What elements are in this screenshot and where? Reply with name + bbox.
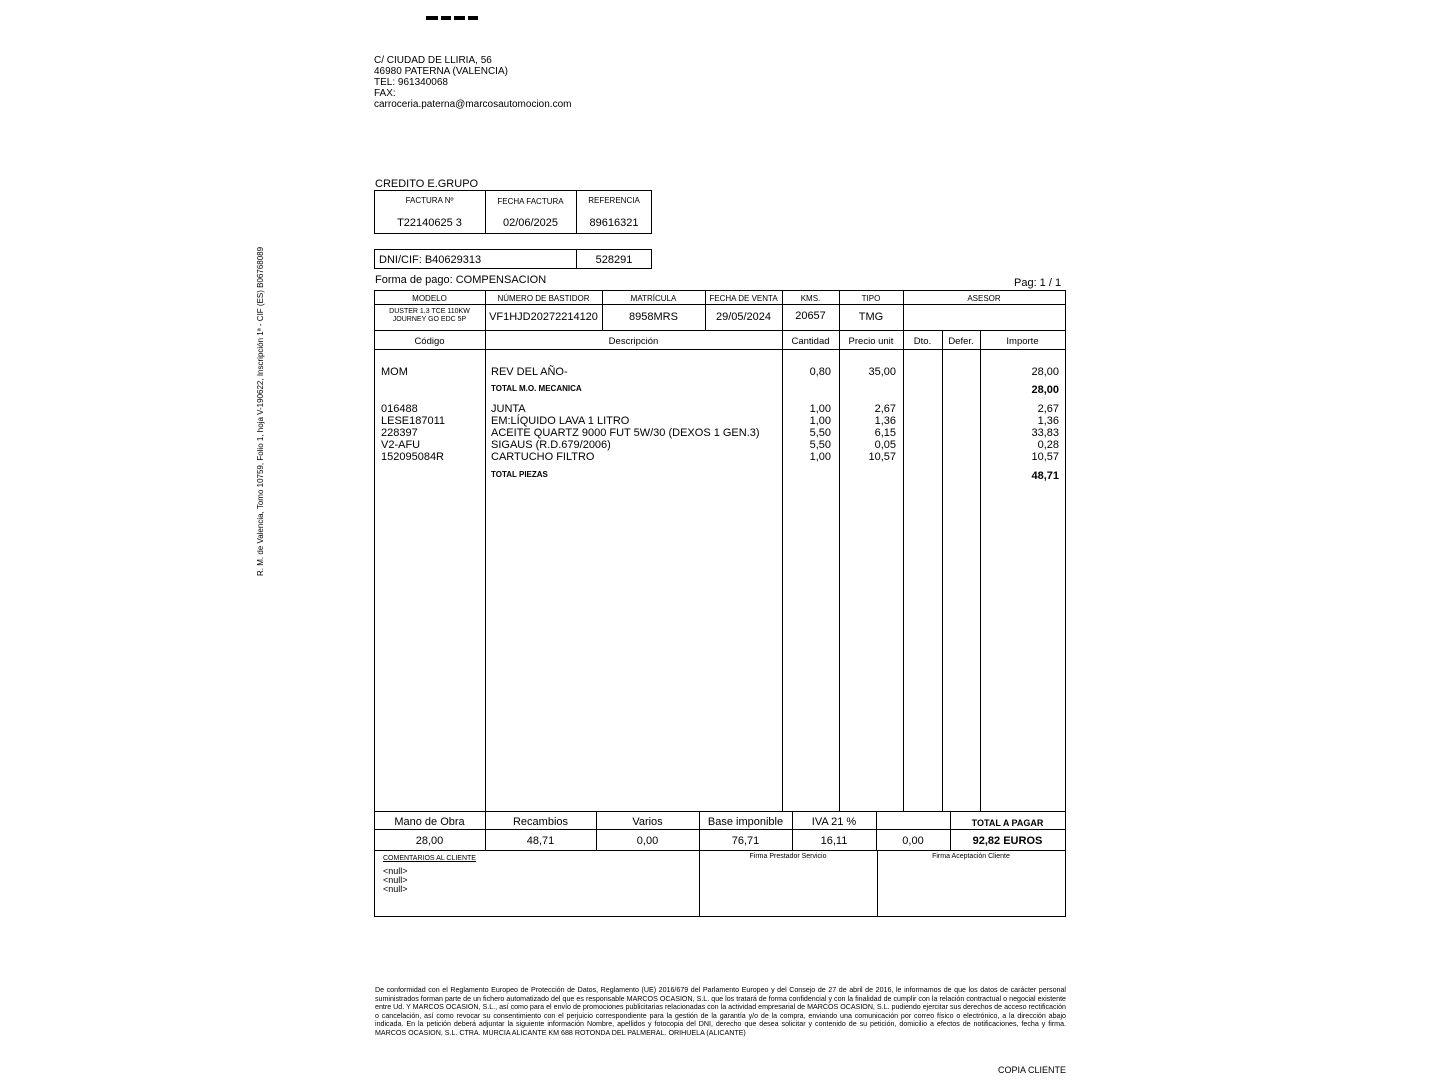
line-code: MOM — [381, 366, 408, 378]
company-logo-fragment — [426, 16, 492, 20]
totals-label-parts: Recambios — [512, 816, 569, 828]
parts-total-label: TOTAL PIEZAS — [491, 470, 548, 479]
totals-value-tax-base: 76,71 — [731, 835, 760, 847]
payment-method: Forma de pago: COMPENSACION — [375, 274, 547, 286]
comment-line: <null> — [383, 884, 408, 894]
line-amount: 33,83 — [1031, 427, 1059, 439]
line-quantity: 1,00 — [809, 415, 831, 427]
vehicle-vin: VF1HJD20272214120 — [489, 311, 598, 323]
col-header-amount: Importe — [1006, 336, 1039, 347]
comment-line: <null> — [383, 875, 408, 885]
line-quantity: 1,00 — [809, 403, 831, 415]
line-amount: 10,57 — [1031, 451, 1059, 463]
invoice-reference: 89616321 — [589, 217, 639, 229]
vehicle-header-sale-date: FECHA DE VENTA — [709, 294, 778, 303]
line-code: 152095084R — [381, 451, 445, 463]
line-unit-price: 35,00 — [868, 366, 896, 378]
line-code: V2-AFU — [381, 439, 421, 451]
totals-value-total: 92,82 EUROS — [972, 835, 1043, 847]
line-code: 228397 — [381, 427, 418, 439]
line-description: EM:LÍQUIDO LAVA 1 LITRO — [491, 415, 630, 427]
copy-label: COPIA CLIENTE — [998, 1065, 1067, 1075]
line-description: JUNTA — [491, 403, 526, 415]
line-quantity: 5,50 — [809, 427, 831, 439]
customer-name: CREDITO E.GRUPO — [375, 178, 479, 190]
dni-code: 528291 — [595, 254, 633, 266]
totals-label-total: TOTAL A PAGAR — [971, 818, 1044, 828]
labour-total-label: TOTAL M.O. MECANICA — [491, 384, 582, 393]
line-unit-price: 2,67 — [874, 403, 896, 415]
vehicle-header-vin: NÚMERO DE BASTIDOR — [497, 294, 590, 303]
line-amount: 0,28 — [1037, 439, 1059, 451]
parts-total-amount: 48,71 — [1031, 470, 1059, 482]
totals-label-tax-base: Base imponible — [707, 816, 784, 828]
vehicle-kms: 20657 — [795, 310, 826, 322]
line-quantity: 0,80 — [809, 366, 831, 378]
vehicle-header-kms: KMS. — [800, 294, 821, 303]
company-address — [374, 55, 571, 110]
line-description: REV DEL AÑO- — [491, 366, 568, 378]
col-header-code: Código — [414, 336, 445, 347]
page-number: Pag: 1 / 1 — [1014, 277, 1062, 289]
totals-label-labour: Mano de Obra — [394, 816, 465, 828]
col-header-unit-price: Precio unit — [848, 336, 894, 347]
comments-lines — [383, 867, 408, 894]
line-unit-price: 10,57 — [868, 451, 896, 463]
vehicle-header-type: TIPO — [861, 294, 881, 303]
line-description: ACEITE QUARTZ 9000 FUT 5W/30 (DEXOS 1 GEN.3) — [491, 427, 760, 439]
vehicle-model-line1: DUSTER 1.3 TCE 110KW — [389, 308, 470, 315]
col-header-description: Descripción — [608, 336, 659, 347]
vehicle-header-plate: MATRÍCULA — [630, 294, 677, 303]
totals-value-parts: 48,71 — [526, 835, 555, 847]
invoice-number: T22140625 3 — [397, 217, 462, 229]
vehicle-plate: 8958MRS — [629, 311, 678, 323]
totals-value-extra: 0,00 — [902, 835, 924, 847]
comment-line: <null> — [383, 866, 408, 876]
line-amount: 28,00 — [1031, 366, 1059, 378]
totals-label-misc: Varios — [632, 816, 663, 828]
company-fax: FAX: — [374, 88, 396, 99]
address-line-1: C/ CIUDAD DE LLIRIA, 56 — [374, 55, 492, 66]
registry-text: R. M. de Valencia, Tomo 10759, Folio 1, hoja V-190622, Inscripción 1ª - CIF (ES) B06768089 — [256, 246, 265, 576]
totals-value-misc: 0,00 — [636, 835, 659, 847]
totals-value-labour: 28,00 — [415, 835, 444, 847]
line-unit-price: 0,05 — [874, 439, 896, 451]
company-email: carroceria.paterna@marcosautomocion.com — [374, 99, 572, 110]
legal-text: De conformidad con el Reglamento Europeo de Protección de Datos, Reglamento (UE) 2016/679 del Parlamento Europeo y del Consejo de 27 de abril de 2016, le informamos de que los datos de carácter personal suministrados forman parte de un fichero automatizado del que es responsable MARCOS OCASION, S.L. que los tratará de forma confidencial y con la finalidad de cumplir con la relación contractual o negocial existente entre Ud. Y MARCOS OCASION, S.L., así como para el envío de promociones publicitarias relacionadas con la actividad empresarial de MARCOS OCASION, S.L. pudiendo ejercitar sus derechos de acceso rectificación o cancelación, así como revocar su consentimiento con el perjuicio correspondiente para la gestión de la garantía y/o de la compra, enviando una comunicación por correo físico o electrónico, a la dirección abajo indicada. En la petición deberá adjuntar la siguiente información Nombre, apellidos y fotocopia del DNI, derecho que desea solicitar y contenido de su petición, domicilio a efectos de notificaciones, fecha y firma. MARCOS OCASION, S.L. CTRA. MURCIA ALICANTE KM 688 ROTONDA DEL PALMERAL. ORIHUELA (ALICANTE) — [375, 986, 1066, 1037]
comments-label: COMENTARIOS AL CLIENTE — [383, 855, 476, 862]
line-quantity: 5,50 — [809, 439, 831, 451]
line-quantity: 1,00 — [809, 451, 831, 463]
totals-value-vat: 16,11 — [820, 835, 848, 847]
line-code: LESE187011 — [381, 415, 446, 427]
totals-label-vat: IVA 21 % — [811, 816, 857, 828]
col-header-discount: Dto. — [913, 336, 932, 347]
vehicle-model — [374, 308, 485, 324]
labour-total-amount: 28,00 — [1031, 384, 1059, 396]
line-amount: 2,67 — [1037, 403, 1059, 415]
line-code: 016488 — [381, 403, 418, 415]
line-amount: 1,36 — [1037, 415, 1059, 427]
vehicle-sale-date: 29/05/2024 — [715, 311, 772, 323]
col-header-deferred: Defer. — [948, 336, 974, 347]
invoice-number-label: FACTURA Nº — [405, 196, 454, 205]
company-tel: TEL: 961340068 — [374, 77, 448, 88]
dni-value: DNI/CIF: B40629313 — [379, 254, 482, 266]
invoice-date-label: FECHA FACTURA — [497, 197, 564, 206]
invoice-reference-label: REFERENCIA — [588, 196, 640, 205]
signature-client-label: Firma Aceptación Cliente — [932, 853, 1010, 860]
line-description: CARTUCHO FILTRO — [491, 451, 595, 463]
line-unit-price: 6,15 — [874, 427, 896, 439]
vehicle-type: TMG — [858, 311, 884, 323]
vehicle-header-model: MODELO — [412, 294, 447, 303]
line-description: SIGAUS (R.D.679/2006) — [491, 439, 611, 451]
line-unit-price: 1,36 — [874, 415, 896, 427]
signature-provider-label: Firma Prestador Servicio — [749, 853, 827, 860]
vehicle-header-advisor: ASESOR — [967, 294, 1001, 303]
address-line-2: 46980 PATERNA (VALENCIA) — [374, 66, 508, 77]
col-header-quantity: Cantidad — [791, 336, 830, 347]
invoice-date: 02/06/2025 — [502, 217, 559, 229]
vehicle-model-line2: JOURNEY GO EDC 5P — [392, 316, 467, 323]
